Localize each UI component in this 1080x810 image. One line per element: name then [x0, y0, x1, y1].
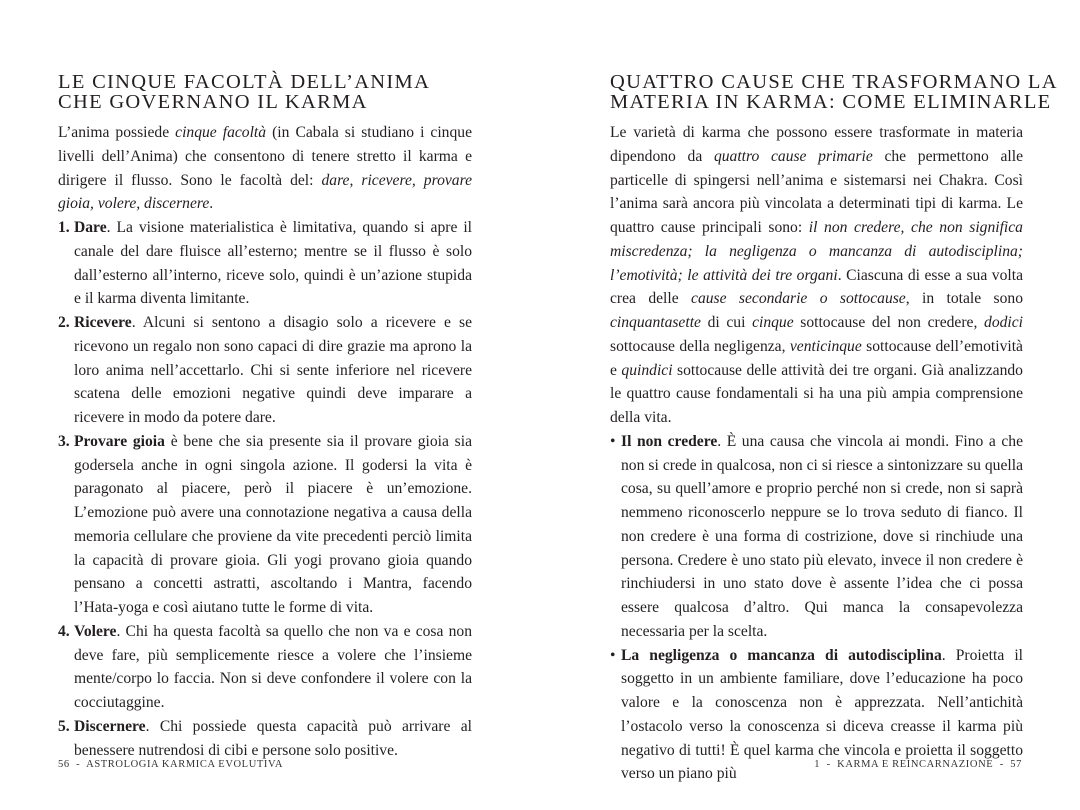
title-line: QUATTRO CAUSE CHE TRASFORMANO LA: [610, 71, 1058, 93]
text-run: Le varietà di karma che possono essere trasformate in materia dipendono da: [610, 124, 1023, 165]
item-text: Alcuni si sentono a disagio solo a ricevere e se ricevono un regalo non sono capaci di dire grazie ma aprono la loro anima nell’accettarlo. Chi si sente inferiore nel ricevere scatena delle emozioni negative quindi deve imparare a ricevere in modo da potere dare.: [74, 314, 472, 426]
item-term: Il non credere: [621, 432, 718, 450]
page-number: 57: [1010, 759, 1022, 770]
text-run: che permettono alle particelle di spingersi nell’anima e sistemarsi nei Chakra. Così l’anima sarà ancora più vincolata a determinati tipi di karma. Le quattro cause principali sono:: [610, 147, 1023, 236]
numbered-item-dare: [58, 216, 472, 311]
text-run: .: [116, 622, 121, 640]
footer-separator: -: [999, 759, 1004, 770]
text-run: (in Cabala si studiano i cinque livelli dell’Anima) che consentono di tenere stretto il karma e dirigere il flusso. Sono le facoltà del:: [58, 124, 472, 189]
italic-run: venticinque: [789, 337, 862, 355]
item-term: La negligenza o mancanza di autodisciplina: [621, 646, 942, 664]
left-page-body: [58, 121, 472, 762]
italic-run: dodici: [984, 314, 1023, 331]
numbered-item-discernere: [58, 715, 472, 763]
item-number: 5.: [58, 717, 70, 735]
bullet-item-non-credere: [610, 430, 1023, 644]
item-term: Discernere: [74, 717, 146, 735]
item-number: 2.: [58, 314, 70, 331]
item-number: 4.: [58, 622, 70, 640]
left-page-footer: [58, 759, 283, 770]
title-line: CHE GOVERNANO IL KARMA: [58, 91, 368, 113]
italic-run: quattro cause primarie: [713, 147, 873, 165]
footer-separator: -: [76, 759, 81, 770]
text-run: . Ciascuna di esse a sua volta crea delle: [610, 266, 1023, 308]
right-page: [610, 0, 1058, 810]
italic-run: il non credere, che non significa miscredenza; la negligenza o mancanza di autodisciplina; l’emotività; le attività dei tre organi: [610, 219, 1023, 284]
italic-run: cause secondarie o sottocause: [691, 290, 906, 308]
numbered-item-ricevere: [58, 311, 472, 430]
text-run: sottocause dell’emotività e: [610, 337, 1023, 379]
running-head: KARMA E REINCARNAZIONE: [837, 759, 994, 770]
text-run: sottocause della negligenza,: [610, 337, 790, 355]
italic-run: cinque: [752, 314, 794, 331]
text-run: sottocause delle attività dei tre organi. Già analizzando le quattro cause fondamentali si ha una più ampia comprensione della vita.: [610, 361, 1023, 426]
italic-run: cinque facoltà: [175, 124, 267, 141]
item-text: è bene che sia presente sia il provare gioia sia godersela anche in ogni singola azione. Il godersi la vita è paragonato al piacere, però il piacere è un’emozione. L’emozione può avere una connotazione negativa a causa della memoria cellulare che proviene da vite precedenti perciò limita la capacità di provare gioia. Gli yogi provano gioia quando pensano a concetti astratti, ascoltando i Mantra, facendo l’Hata-yoga e così aiutano tutte le forme di vita.: [74, 432, 472, 616]
page-number: 56: [58, 759, 70, 770]
italic-run: cinquantasette: [610, 314, 701, 331]
text-run: .: [145, 717, 150, 735]
right-page-body: [610, 121, 1023, 786]
chapter-number: 1: [814, 759, 821, 770]
item-number: 3.: [58, 432, 70, 450]
running-head: ASTROLOGIA KARMICA EVOLUTIVA: [86, 759, 283, 770]
text-run: .: [106, 219, 111, 236]
intro-paragraph: [610, 121, 1023, 430]
item-text: . Proietta il soggetto in un ambiente familiare, dove l’educazione ha poco valore e la conoscenza non è apprezzata. Nell’antichità l’ostacolo verso la conoscenza si diceva creasse il karma più negativo di tutti! È quel karma che vincola e proietta il soggetto verso un piano più: [621, 646, 1023, 783]
footer-separator: -: [826, 759, 831, 770]
item-number: 1.: [58, 219, 70, 236]
text-run: sottocause del non credere,: [793, 314, 985, 331]
item-text: Chi ha questa facoltà sa quello che non va e cosa non deve fare, più semplicemente riesce a volere che l’insieme mente/corpo lo faccia. Non si deve confondere il volere con la cocciutaggine.: [74, 622, 472, 711]
italic-run: quindici: [621, 361, 673, 379]
bullet-icon: •: [610, 646, 616, 664]
left-page: [58, 0, 472, 810]
item-term: Dare: [74, 219, 107, 236]
text-run: L’anima possiede: [58, 124, 176, 141]
item-text: Chi possiede questa capacità può arrivare al benessere nutrendosi di cibi e persone solo positive.: [74, 717, 472, 759]
bullet-icon: •: [610, 432, 616, 450]
item-term: Ricevere: [74, 314, 132, 331]
item-term: Provare gioia: [74, 432, 165, 450]
right-page-title: [610, 71, 1058, 113]
numbered-item-volere: [58, 620, 472, 715]
right-page-footer: [814, 759, 1022, 770]
text-run: .: [209, 195, 214, 213]
numbered-item-provare-gioia: [58, 430, 472, 620]
text-run: di cui: [700, 314, 753, 331]
text-run: , in totale sono: [905, 290, 1024, 308]
text-run: .: [131, 314, 136, 331]
item-term: Volere: [74, 622, 117, 640]
left-page-title: [58, 72, 472, 112]
item-text: La visione materialistica è limitativa, quando si apre il canale del dare fluisce all’esterno; mentre se il flusso è solo dall’esterno all’interno, riceve solo, quindi è un’azione stupida e il karma diventa limitante.: [74, 219, 472, 308]
item-text: . È una causa che vincola ai mondi. Fino a che non si crede in qualcosa, non ci si riesce a sintonizzare su quella cosa, su quell’amore e proprio perché non si crede, non si saprà nemmeno riconoscerlo neppure se lo trova seduto di fianco. Il non credere è una forma di costrizione, dove si rinchiude una persona. Credere è uno stato più elevato, invece il non credere è rinchiudersi in uno stato dove è assente l’idea che ci possa essere qualcosa d’altro. Qui manca la consapevolezza necessaria per la scelta.: [621, 432, 1023, 640]
title-line: MATERIA IN KARMA: COME ELIMINARLE: [610, 91, 1052, 113]
title-line: LE CINQUE FACOLTÀ DELL’ANIMA: [58, 71, 431, 93]
intro-paragraph: [58, 121, 472, 216]
italic-run: dare, ricevere, provare gioia, volere, discernere: [58, 171, 472, 213]
